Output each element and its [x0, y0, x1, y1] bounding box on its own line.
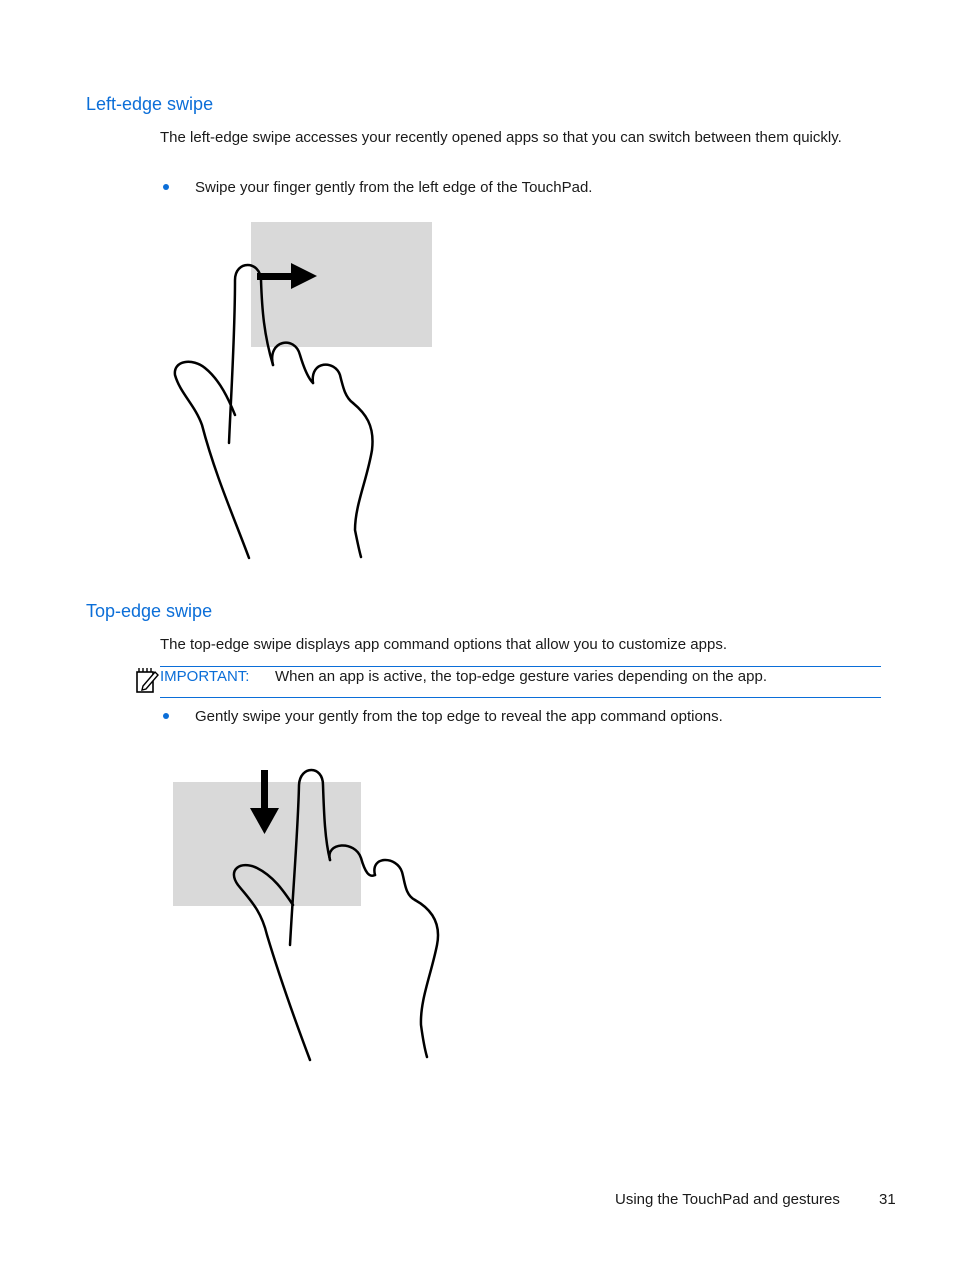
important-text: When an app is active, the top-edge gesture varies depending on the app.	[275, 668, 768, 685]
bullet-dot-icon	[163, 713, 169, 719]
important-note	[160, 666, 881, 698]
left-edge-swipe-illustration	[165, 215, 445, 565]
section-description-top-edge: The top-edge swipe displays app command options that allow you to customize apps.	[160, 636, 727, 653]
footer-chapter-title: Using the TouchPad and gestures	[615, 1191, 840, 1208]
section-title-left-edge-swipe: Left-edge swipe	[86, 94, 214, 114]
top-edge-swipe-illustration	[165, 760, 455, 1070]
bullet-dot-icon	[163, 184, 169, 190]
bullet-text-top-edge: Gently swipe your gently from the top edge to reveal the app command options.	[195, 708, 723, 725]
touchpad-area	[251, 222, 432, 347]
page-number: 31	[879, 1191, 896, 1208]
left-edge-swipe-figure	[165, 215, 445, 565]
section-title-top-edge-swipe: Top-edge swipe	[86, 601, 213, 621]
note-pencil-icon	[135, 666, 159, 694]
top-edge-swipe-figure	[165, 760, 455, 1070]
important-label: IMPORTANT:	[160, 668, 250, 685]
section-description-left-edge: The left-edge swipe accesses your recently opened apps so that you can switch between them quickly.	[160, 129, 842, 146]
bullet-text-left-edge: Swipe your finger gently from the left edge of the TouchPad.	[195, 179, 593, 196]
